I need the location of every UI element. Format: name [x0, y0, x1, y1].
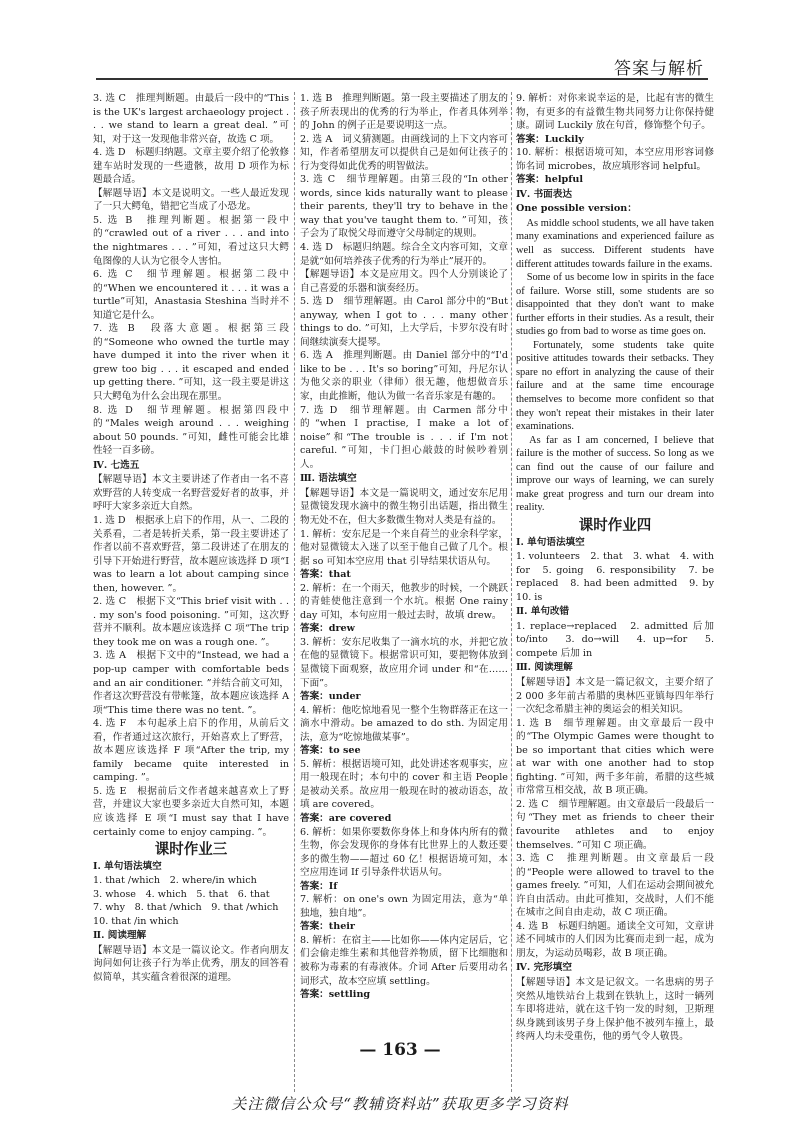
- section-title: 课时作业四: [578, 516, 652, 534]
- paragraph: 1. 选 B 推理判断题。第一段主要描述了朋友的孩子所表现出的优秀的行为举止，作者具体列举的 John 的例子正是要说明这一点。: [300, 93, 508, 132]
- section-heading: Ⅳ. 七选五: [93, 459, 140, 471]
- paragraph: 【解题导语】本文是说明文。一些人最近发现了一只大鳄龟，错把它当成了小恐龙。: [93, 187, 289, 213]
- paragraph: 8. 选 D 细节理解题。根据第四段中的“Males weigh around . . . weighing about 50 pounds. ”可知，雌性可能会比雄性轻一百多磅。: [93, 404, 289, 457]
- paragraph: 7. 选 D 细节理解题。由 Carmen 部分中的“when I practise, I make a lot of noise”和“The trouble is . . . if I'm not careful. ”可知，卡门担心敲鼓的时候吵着别人。: [300, 404, 508, 470]
- paragraph: 3. whose 4. which 5. that 6. that: [93, 888, 270, 900]
- footer-note: 关注微信公众号“教辅资料站”获取更多学习资料: [231, 1095, 569, 1113]
- paragraph: 【解题导语】本文是记叙文。一名患病的男子突然从地铁站台上栽到在铁轨上，这时一辆列车即将进站，就在这千钧一发的时刻，卫斯理纵身跳到该男子身上保护他不被列车撞上，最终两人均未受重伤，他的勇气令人敬畏。: [516, 977, 714, 1043]
- header-rule: [96, 78, 708, 80]
- paragraph: 【解题导语】本文是一篇记叙文，主要介绍了 2 000 多年前古希腊的奥林匹亚镇每四年举行一次纪念希腊主神的奥运会的相关知识。: [516, 676, 714, 716]
- paragraph: 1. replace→replaced 2. admitted 后加 to/into 3. do→will 4. up→for 5. compete 后加 in: [516, 620, 714, 659]
- section-heading: Ⅰ. 单句语法填空: [93, 860, 162, 872]
- paragraph: 10. that /in which: [93, 915, 179, 927]
- answer-line: 答案：that: [300, 569, 351, 581]
- section-heading: Ⅲ. 语法填空: [300, 473, 357, 485]
- paragraph: 4. 选 D 标题归纳题。综合全文内容可知，文章是就“如何培养孩子优秀的行为举止”展开的。: [300, 242, 508, 267]
- paragraph: 3. 选 A 根据下文中的“Instead, we had a pop-up camper with comfortable beds and an air conditioner. ”并结合前文可知，作者这次野营没有带帐篷，故本题应该选择 A 项“This time there was no tent. ”。: [93, 650, 289, 716]
- paragraph: 9. 解析：对你来说幸运的是，比起有害的微生物，有更多的有益微生物共同努力让你保持健康。副词 Luckily 放在句首，修饰整个句子。: [516, 93, 714, 132]
- paragraph: 2. 选 A 词义猜测题。由画线词的上下文内容可知，作者希望朋友可以提供自己是如何让孩子的行为变得如此优秀的明智做法。: [300, 133, 508, 172]
- paragraph: 3. 选 C 细节理解题。由第三段的“In other words, since kids naturally want to please their parents, they'll try to behave in the way that you've taught them to. ”可知，孩子会为了取悦父母而遵守父母制定的规则。: [300, 174, 508, 240]
- paragraph: 5. 解析：根据语境可知，此处讲述客观事实，应用一般现在时；本句中的 cover 和主语 People 是被动关系。故应用一般现在时的被动语态，故填 are covered。: [300, 758, 508, 811]
- paragraph: 4. 解析：他吃惊地看见一整个生物群落正在这一滴水中滑动。be amazed to do sth. 为固定用法，意为“吃惊地做某事”。: [300, 704, 508, 743]
- section-heading: Ⅰ. 单句语法填空: [516, 536, 585, 548]
- paragraph: 3. 选 C 推理判断题。由最后一段中的“This is the UK's largest archaeology project . . . we stand to learn a great deal. ”可知，对于这一发现他非常兴奋，故选 C 项。: [93, 93, 289, 145]
- paragraph: Fortunately, some students take quite positive attitudes towards their setbacks. They spare no effort in analyzing the cause of their failure and at the same time encourage themselves to become more confident so that they won't repeat their mistakes in their later examinations.: [516, 339, 714, 433]
- section-heading: Ⅱ. 阅读理解: [93, 930, 147, 942]
- paragraph: 【解题导语】本文是应用文。四个人分别谈论了自己喜爱的乐器和演奏经历。: [300, 269, 508, 294]
- page-number: — 163 —: [359, 1040, 441, 1060]
- paragraph: 7. 选 B 段落大意题。根据第三段的“Someone who owned the turtle may have dumped it into the river when it grew too big . . . it escaped and ended up getting there. ”可知，这一段主要是讲这只大鳄龟为什么会出现在那里。: [93, 323, 289, 403]
- paragraph: 4. 选 F 本句起承上启下的作用，从前后文看，作者通过这次旅行，开始喜欢上了野营，故本题应该选择 F 项“After the trip, my family became quite interested in camping. ”。: [93, 718, 289, 784]
- paragraph: As middle school students, we all have taken many examinations and experienced failure as well as success. Different students have different attitudes towards failure in the exams.: [516, 217, 714, 270]
- middle-column: [300, 92, 508, 1002]
- paragraph: 6. 选 C 细节理解题。根据第二段中的“When we encountered it . . . it was a turtle”可知，Anastasia Steshina 当时并不知道它是什么。: [93, 269, 289, 321]
- answer-line: 答案：Luckily: [516, 133, 584, 145]
- answer-line: 答案：settling: [300, 989, 371, 1001]
- header-title: 答案与解析: [614, 59, 704, 79]
- paragraph: 3. 解析：安东尼收集了一滴水坑的水，并把它放在他的显微镜下。根据常识可知，要把物体放到显微镜下面观察，故应用介词 under 和“在……下面”。: [300, 636, 508, 689]
- paragraph: Some of us become low in spirits in the face of failure. Worse still, some students are so disappointed that they don't want to make further efforts in their studies. As a result, their studies go from bad to worse as time goes on.: [516, 272, 714, 338]
- answer-line: 答案：are covered: [300, 812, 392, 824]
- paragraph: 2. 选 C 根据下文“This brief visit with . . . my son's food poisoning. ”可知，这次野营并不顺利。故本题应该选择 C 项“The trip they took me on was a rough one. ”。: [93, 596, 289, 648]
- column-divider: [294, 92, 295, 1092]
- left-column: [93, 92, 289, 985]
- section-heading: Ⅱ. 单句改错: [516, 606, 570, 618]
- paragraph: 6. 选 A 推理判断题。由 Daniel 部分中的“I'd like to be . . . It's so boring”可知，丹尼尔认为他父亲的职业（律师）很无趣，他想做音乐家，由此推断，他认为做一名音乐家是有趣的。: [300, 350, 508, 403]
- answer-line: 答案：their: [300, 921, 355, 933]
- paragraph: 7. 解析：on one's own 为固定用法，意为“单独地，独自地”。: [300, 894, 508, 919]
- paragraph: 【解题导语】本文是一篇议论文。作者向朋友询问如何让孩子行为举止优秀，朋友的回答看似简单，其实蕴含着很深的道理。: [93, 944, 289, 983]
- answer-line: 答案：drew: [300, 623, 355, 635]
- paragraph: 5. 选 B 推理判断题。根据第一段中的“crawled out of a river . . . and into the nightmares . . . ”可知，看过这只大鳄龟图像的人认为它很令人害怕。: [93, 214, 289, 267]
- answer-line: 答案：helpful: [516, 174, 583, 186]
- paragraph: 1. 选 D 根据承上启下的作用，从一、二段的关系看，二者是转折关系，第一段主要讲述了作者以前不喜欢野营，第二段讲述了在朋友的引导下开始进行野营，故本题应该选择 D 项“I was to learn a lot about camping since then, however. ”。: [93, 514, 289, 594]
- paragraph: 8. 解析：在宿主——比如你——体内定居后，它们会偷走维生素和其他营养物质，留下比细胞和被称为毒素的有毒液体。介词 After 后要用动名词形式，故本空应填 settling。: [300, 934, 508, 987]
- answer-line: 答案：If: [300, 880, 338, 892]
- right-column: [516, 92, 724, 1044]
- paragraph: 4. 选 D 标题归纳题。文章主要介绍了伦敦修建车站时发现的一些遗骸，故用 D 项作为标题最合适。: [93, 147, 289, 186]
- paragraph: 10. 解析：根据语境可知，本空应用形容词修饰名词 microbes，故应填形容词 helpful。: [516, 147, 714, 172]
- paragraph: 5. 选 D 细节理解题。由 Carol 部分中的“But anyway, when I got to . . . many other things to do. ”可知，上大学后，卡罗尔没有时间继续演奏大提琴。: [300, 296, 508, 348]
- column-divider: [511, 92, 512, 1092]
- paragraph: 1. that /which 2. where/in which: [93, 875, 257, 887]
- answer-line: 答案：to see: [300, 745, 361, 757]
- section-heading: Ⅳ. 完形填空: [516, 962, 572, 974]
- section-heading: Ⅲ. 阅读理解: [516, 662, 573, 674]
- page-header: [96, 48, 708, 80]
- paragraph: 3. 选 C 推理判断题。由文章最后一段的“People were allowed to travel to the games freely. ”可知，人们在运动会期间被允许自由活动。由此可推知，交战时，人们不能在城市之间自由走动，故 C 项正确。: [516, 853, 714, 919]
- paragraph: 5. 选 E 根据前后文作者越来越喜欢上了野营，并建议大家也要多亲近大自然可知，本题应该选择 E 项“I must say that I have certainly come to enjoy camping. ”。: [93, 785, 289, 838]
- paragraph: 4. 选 B 标题归纳题。通读全文可知，文章讲述不同城市的人们因为比赛而走到一起，成为朋友，为运动员喝彩，故 B 项正确。: [516, 920, 714, 959]
- paragraph: 6. 解析：如果你要数你身体上和身体内所有的微生物，你会发现你的身体有比世界上的人数还要多的微生物——超过 60 亿！根据语境可知，本空应用连词 If 引导条件状语从句。: [300, 826, 508, 879]
- section-heading: One possible version：: [516, 203, 637, 215]
- paragraph: 【解题导语】本文主要讲述了作者由一名不喜欢野营的人转变成一名野营爱好者的故事，并呼吁大家多亲近大自然。: [93, 474, 289, 513]
- paragraph: As far as I am concerned, I believe that failure is the mother of success. So long as we can find out the cause of our failure and improve our ways of learning, we can surely make great progress and turn our dream into reality.: [516, 434, 714, 514]
- section-title: 课时作业三: [154, 841, 228, 859]
- paragraph: 7. why 8. that /which 9. that /which: [93, 902, 279, 914]
- answer-line: 答案：under: [300, 691, 361, 703]
- paragraph: 【解题导语】本文是一篇说明文，通过安东尼用显微镜发现水滴中的微生物引出话题，指出微生物无处不在，但大多数微生物对人类是有益的。: [300, 487, 508, 526]
- paragraph: 1. 选 B 细节理解题。由文章最后一段中的“The Olympic Games were thought to be so important that cities which were at war with one another had to stop fighting. ”可知，两千多年前，希腊的这些城市常常互相交战，故 B 项正确。: [516, 717, 714, 797]
- paragraph: 2. 解析：在一个雨天，他教步的时候，一个跳跃的青蛙使他注意到一个水坑。根据 One rainy day 可知，本句应用一般过去时，故填 drew。: [300, 582, 508, 621]
- paragraph: 1. volunteers 2. that 3. what 4. with for 5. going 6. responsibility 7. be replaced 8. had been admitted 9. by 10. is: [516, 551, 724, 603]
- paragraph: 2. 选 C 细节理解题。由文章最后一段最后一句“They met as friends to cheer their favourite athletes and to enjoy themselves. ”可知 C 项正确。: [516, 798, 714, 851]
- section-heading: Ⅳ. 书面表达: [516, 188, 572, 200]
- paragraph: 1. 解析：安东尼是一个来自荷兰的业余科学家，他对显微镜太入迷了以至于他自己做了几个。根据 so 可知本空应用 that 引导结果状语从句。: [300, 528, 508, 567]
